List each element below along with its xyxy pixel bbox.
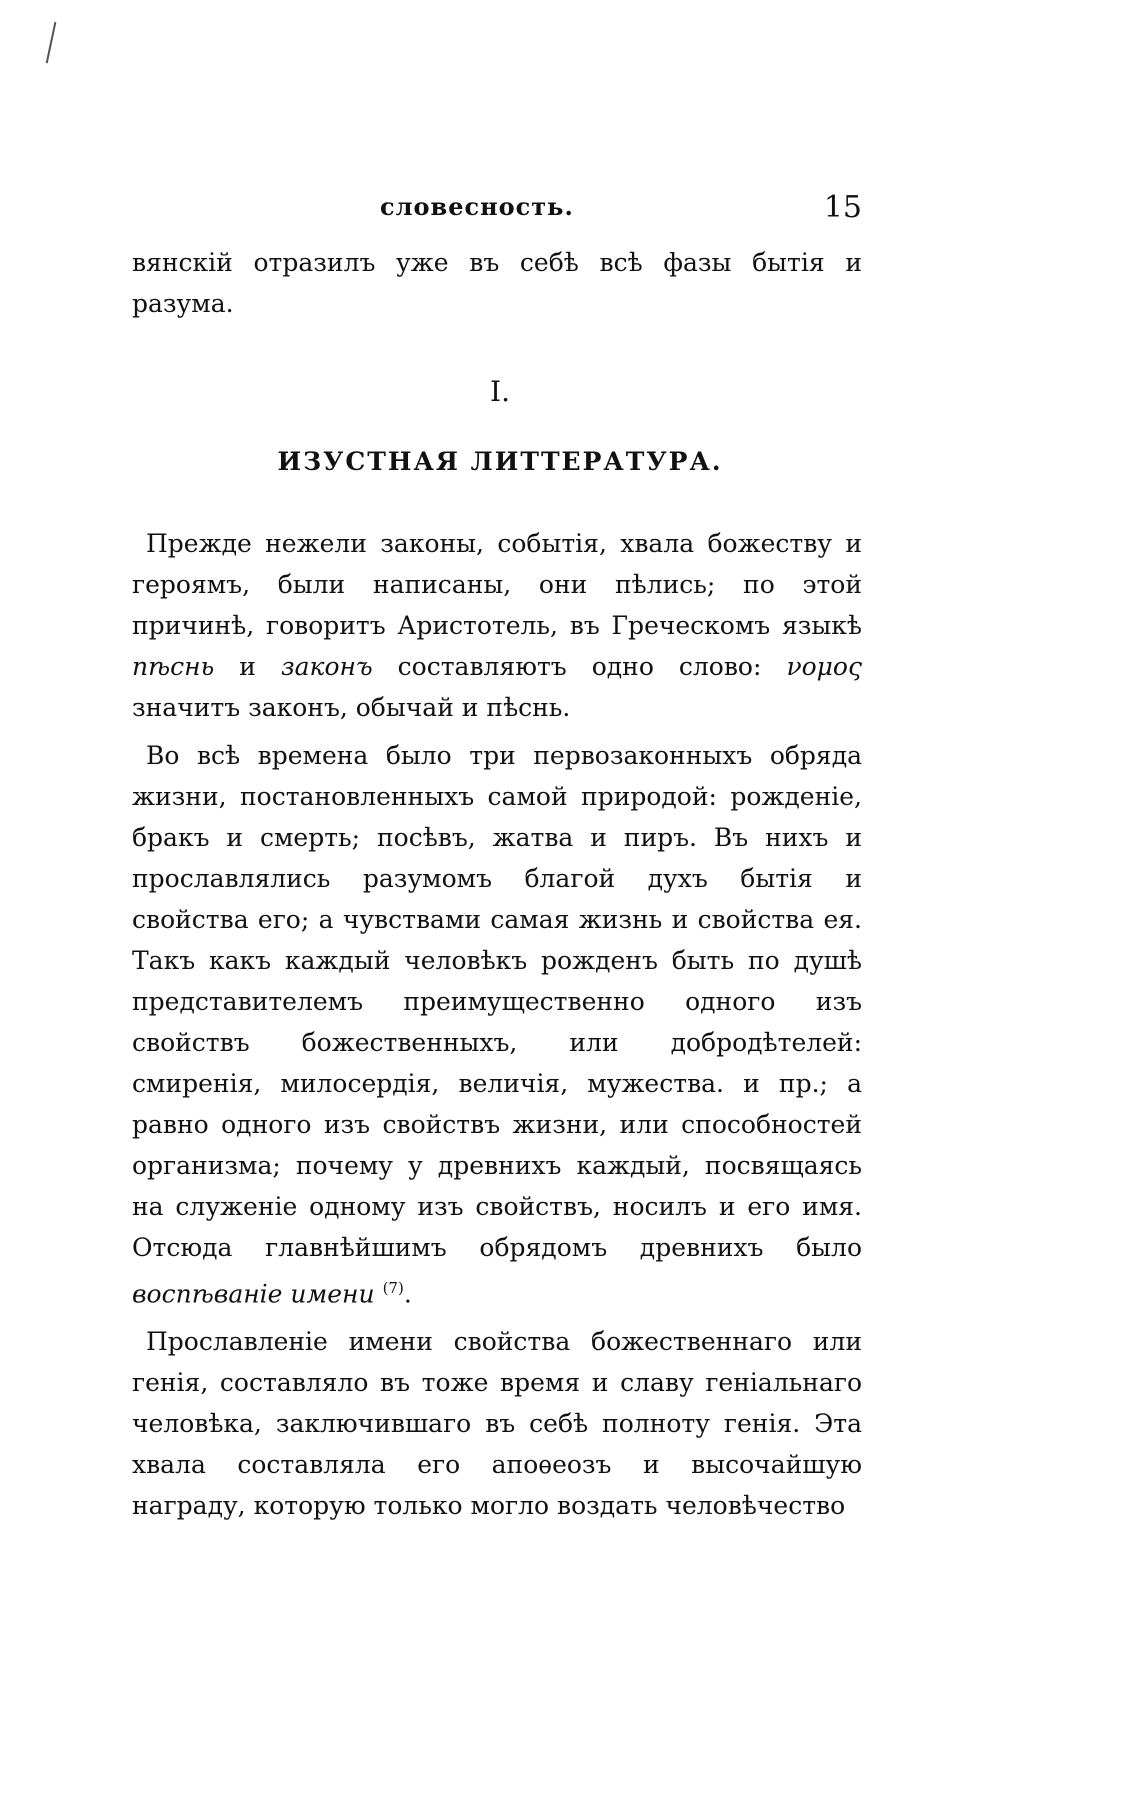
- paragraph-1-emphasis-law: законъ: [280, 652, 373, 681]
- carryover-text: вянскій отразилъ уже въ себѣ всѣ фазы бытія и разума.: [132, 248, 862, 318]
- paragraph-1: [132, 523, 862, 728]
- paragraph-2-end: .: [403, 1279, 412, 1309]
- section-number: I.: [490, 375, 510, 408]
- running-header: [132, 190, 862, 230]
- paragraph-1-emphasis-song: пѣснь: [132, 652, 215, 681]
- paragraph-1-middle: составляютъ одно слово:: [372, 652, 787, 681]
- margin-pencil-mark: [46, 22, 61, 64]
- section-title: ИЗУСТНАЯ ЛИТТЕРАТУРА.: [277, 447, 723, 476]
- footnote-reference: (7): [382, 1279, 404, 1297]
- page-number: 15: [823, 190, 862, 225]
- paragraph-1-conjunction: и: [214, 652, 281, 681]
- greek-word: νομος: [786, 652, 862, 681]
- paragraph-2-emphasis: воспѣваніе имени: [132, 1279, 375, 1309]
- paragraph-1-start: Прежде нежели законы, событія, хвала божеству и героямъ, были написаны, они пѣлись; по этой причинѣ, говоритъ Аристотель, въ Греческомъ языкѣ: [132, 529, 862, 640]
- body-text: [132, 523, 862, 1526]
- paragraph-3: Прославленіе имени свойства божественнаго или генія, составляло въ тоже время и славу геніальнаго человѣка, заключившаго въ себѣ полноту генія. Эта хвала составляла его апоѳеозъ и высочайшую награду, которую только могло воздать человѣчество: [132, 1327, 862, 1521]
- running-title: словесность.: [380, 192, 574, 221]
- paragraph-2-text: Во всѣ времена было три первозаконныхъ обряда жизни, постановленныхъ самой природой: рожденіе, бракъ и смерть; посѣвъ, жатва и пиръ. Въ нихъ и прославлялись разумомъ благой духъ бытія и свойства его; а чувствами самая жизнь и свойства ея. Такъ какъ каждый человѣкъ рожденъ быть по душѣ представителемъ преимущественно одного изъ свойствъ божественныхъ, или добродѣтелей: смиренія, милосердія, величія, мужества. и пр.; а равно одного изъ свойствъ жизни, или способностей организма; почему у древнихъ каждый, посвящаясь на служеніе одному изъ свойствъ, носилъ и его имя. Отсюда главнѣйшимъ обрядомъ древнихъ было: [132, 741, 862, 1262]
- paragraph-2: [132, 735, 862, 1314]
- paragraph-1-end: значитъ законъ, обычай и пѣснь.: [132, 693, 571, 722]
